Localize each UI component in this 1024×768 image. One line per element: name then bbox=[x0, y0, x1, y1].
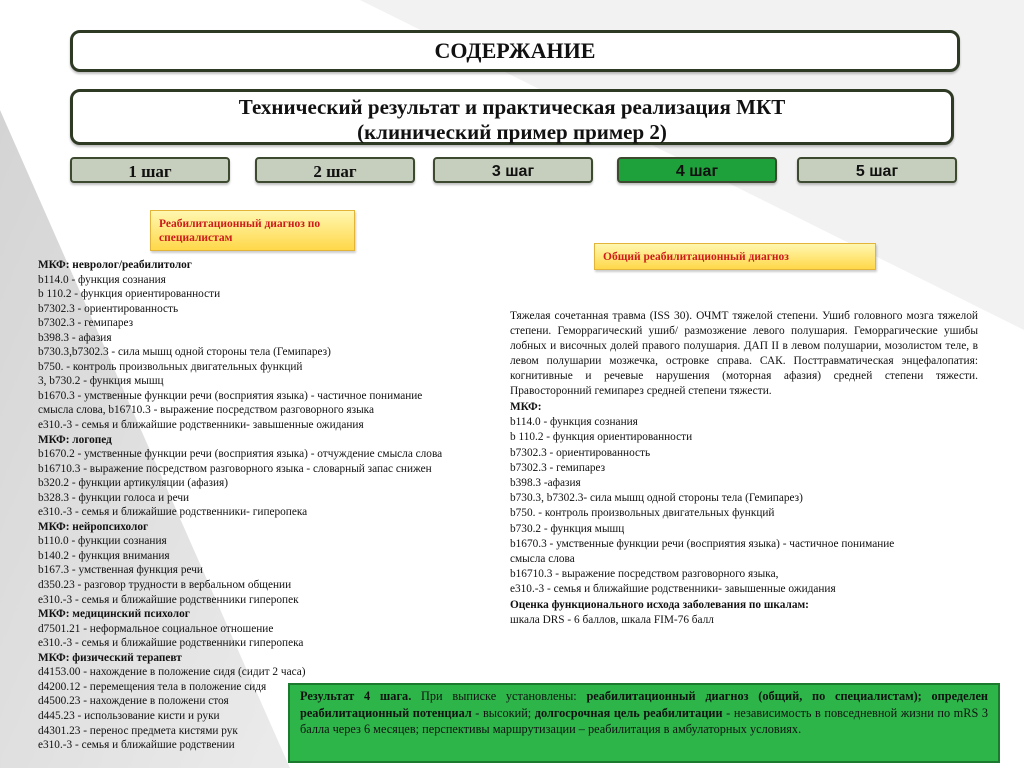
specialist-diagnosis-tag: Реабилитационный диагноз по специалистам bbox=[150, 210, 355, 251]
general-icf-line-item: b114.0 - функция сознания bbox=[510, 416, 638, 429]
icf-line-item: e310.-3 - семья и ближайшие родствении bbox=[38, 739, 235, 752]
step-2-button[interactable]: 2 шаг bbox=[255, 157, 415, 183]
general-icf-line-item: e310.-3 - семья и ближайшие родственники- завышенные ожидания bbox=[510, 583, 836, 596]
result-text-4: - независимость в повседневной жизни по mRS 3 балла через 6 месяцев; перспективы маршрутизации – реабилитация в амбулаторных условиях. bbox=[300, 705, 988, 736]
step-5-button[interactable]: 5 шаг bbox=[797, 157, 957, 183]
icf-line-item: d4153.00 - нахождение в положение сидя (сидит 2 часа) bbox=[38, 666, 306, 679]
icf-line-item: b1670.2 - умственные функции речи (восприятия языка) - отчуждение смысла слова bbox=[38, 448, 443, 461]
icf-line-heading: МКФ: невролог/реабилитолог bbox=[38, 259, 192, 271]
general-icf-line-item: шкала DRS - 6 баллов, шкала FIM-76 балл bbox=[510, 613, 714, 626]
result-text-1: При выписке установлены: bbox=[411, 689, 587, 703]
general-icf-line-item: смысла слова bbox=[510, 553, 575, 566]
general-icf-line-item: b1670.3 - умственные функции речи (восприятия языка) - частичное понимание bbox=[510, 537, 895, 550]
icf-line-item: e310.-3 - семья и ближайшие родственники- завышенные ожидания bbox=[38, 419, 364, 432]
general-icf-line-item: b730.2 - функция мышц bbox=[510, 522, 625, 535]
icf-line-item: e310.-3 - семья и ближайшие родственники- гиперопека bbox=[38, 506, 308, 519]
icf-line-item: b110.0 - функции сознания bbox=[38, 535, 167, 548]
icf-line-item: e310.-3 - семья и ближайшие родственники гиперопека bbox=[38, 637, 304, 650]
title-line-1: Технический результат и практическая реализация МКТ bbox=[238, 95, 786, 119]
icf-line-heading: МКФ: логопед bbox=[38, 433, 112, 446]
icf-line-item: b16710.3 - выражение посредством разговорного языка - словарный запас снижен bbox=[38, 462, 432, 475]
general-icf-line-item: b 110.2 - функция ориентированности bbox=[510, 431, 693, 444]
step-3-button[interactable]: 3 шаг bbox=[433, 157, 593, 183]
specialist-icf-list bbox=[38, 258, 494, 753]
icf-line-item: b114.0 - функция сознания bbox=[38, 273, 166, 286]
general-diagnosis-panel bbox=[510, 309, 978, 628]
general-icf-line-item: b7302.3 - гемипарез bbox=[510, 461, 606, 474]
result-text-3: - высокий; bbox=[471, 705, 535, 720]
contents-banner bbox=[70, 30, 960, 72]
general-icf-line-item: b730.3, b7302.3- сила мышц одной стороны тела (Гемипарез) bbox=[510, 492, 803, 505]
general-icf-line-item: b750. - контроль произвольных двигательных функций bbox=[510, 507, 775, 520]
icf-line-item: d4200.12 - перемещения тела в положение сидя bbox=[38, 680, 267, 693]
icf-line-item: b167.3 - умственная функция речи bbox=[38, 564, 203, 577]
result-bold-2: определен реабилитационный потенциал bbox=[300, 689, 988, 720]
general-icf-line-item: b398.3 -афазия bbox=[510, 477, 581, 490]
icf-line-item: 3, b730.2 - функция мышц bbox=[38, 375, 164, 388]
icf-line-item: d445.23 - использование кисти и руки bbox=[38, 709, 220, 722]
step-1-button[interactable]: 1 шаг bbox=[70, 157, 230, 183]
icf-line-item: d4301.23 - перенос предмета кистями рук bbox=[38, 724, 238, 737]
title-banner bbox=[70, 89, 954, 145]
icf-line-item: b328.3 - функции голоса и речи bbox=[38, 491, 190, 504]
general-icf-list bbox=[510, 400, 978, 628]
icf-line-item: смысла слова, b16710.3 - выражение посредством разговорного языка bbox=[38, 404, 374, 417]
result-lead: Результат 4 шага. bbox=[300, 689, 412, 703]
icf-line-item: b140.2 - функция внимания bbox=[38, 549, 170, 562]
icf-line-item: b320.2 - функции артикуляции (афазия) bbox=[38, 477, 229, 490]
result-bold-1: реабилитационный диагноз (общий, по специалистам); bbox=[586, 689, 922, 703]
icf-line-item: d7501.21 - неформальное социальное отношение bbox=[38, 622, 274, 635]
icf-line-item: b730.3,b7302.3 - сила мышц одной стороны тела (Гемипарез) bbox=[38, 346, 331, 359]
icf-line-item: e310.-3 - семья и ближайшие родственники гиперопек bbox=[38, 593, 299, 606]
contents-title: СОДЕРЖАНИЕ bbox=[434, 38, 596, 63]
general-diagnosis-tag: Общий реабилитационный диагноз bbox=[594, 243, 876, 270]
icf-line-heading: МКФ: физический терапевт bbox=[38, 651, 182, 664]
general-icf-line-heading: Оценка функционального исхода заболевания по шкалам: bbox=[510, 598, 809, 611]
icf-line-heading: МКФ: нейропсихолог bbox=[38, 520, 149, 533]
icf-line-item: b750. - контроль произвольных двигательных функций bbox=[38, 360, 303, 373]
result-bold-3: долгосрочная цель реабилитации bbox=[534, 705, 723, 720]
icf-line-item: d4500.23 - нахождение в положени стоя bbox=[38, 695, 229, 708]
step-result-box bbox=[288, 683, 1000, 763]
title-line-2: (клинический пример пример 2) bbox=[357, 120, 667, 144]
icf-line-item: b7302.3 - ориентированность bbox=[38, 302, 179, 315]
icf-line-item: d350.23 - разговор трудности в вербальном общении bbox=[38, 579, 292, 592]
general-icf-line-heading: МКФ: bbox=[510, 401, 542, 413]
icf-line-item: b398.3 - афазия bbox=[38, 331, 112, 344]
step-4-button[interactable]: 4 шаг bbox=[617, 157, 777, 183]
icf-line-item: b 110.2 - функция ориентированности bbox=[38, 288, 221, 301]
diagnosis-paragraph: Тяжелая сочетанная травма (ISS 30). ОЧМТ тяжелой степени. Ушиб головного мозга тяжелой степени. Геморрагический ушиб/ размозжение левого полушария. Геморрагические ушибы лобных и височных долей правого полушария. ДАП II в левом полушарии, мозолистом теле, в левом полушарии мозжечка, островке справа. САК. Посттравматическая энцефалопатия: когнитивные и речевые нарушения (моторная афазия) средней степени тяжести. Правосторонний гемипарез средней степени тяжести. bbox=[510, 310, 978, 397]
icf-line-heading: МКФ: медицинский психолог bbox=[38, 608, 190, 621]
general-icf-line-item: b7302.3 - ориентированность bbox=[510, 446, 651, 459]
general-icf-line-item: b16710.3 - выражение посредством разговорного языка, bbox=[510, 568, 779, 581]
icf-line-item: b1670.3 - умственные функции речи (восприятия языка) - частичное понимание bbox=[38, 389, 423, 402]
icf-line-item: b7302.3 - гемипарез bbox=[38, 317, 134, 330]
result-text-2 bbox=[922, 689, 932, 703]
